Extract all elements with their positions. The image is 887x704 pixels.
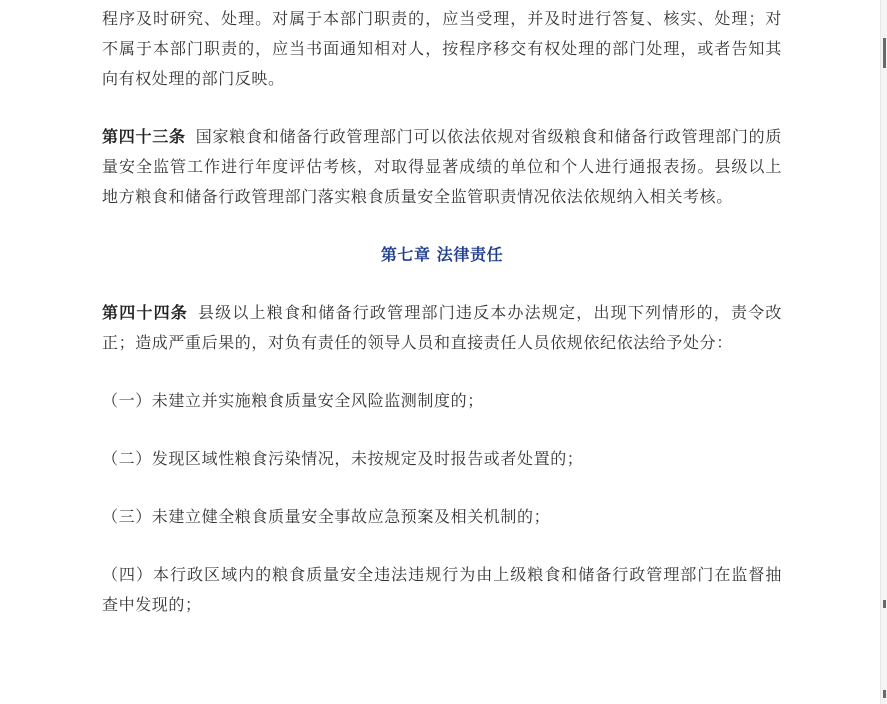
chapter-7-title: 第七章 法律责任 bbox=[380, 245, 504, 264]
article-43-number: 第四十三条 bbox=[102, 127, 186, 146]
scrollbar[interactable] bbox=[880, 0, 887, 704]
list-item-1: （一）未建立并实施粮食质量安全风险监测制度的； bbox=[102, 391, 484, 410]
paragraph-continuation: 程序及时研究、处理。对属于本部门职责的，应当受理，并及时进行答复、核实、处理；对不属于本部门职责的，应当书面通知相对人，按程序移交有权处理的部门处理，或者告知其向有权处理的部门反映。 bbox=[102, 9, 782, 88]
scrollbar-thumb[interactable] bbox=[883, 38, 886, 68]
article-44-text: 县级以上粮食和储备行政管理部门违反本办法规定，出现下列情形的，责令改正；造成严重后果的，对负有责任的领导人员和直接责任人员依规依纪依法给予处分： bbox=[102, 303, 782, 352]
article-43 bbox=[102, 122, 782, 212]
list-item-2: （二）发现区域性粮食污染情况，未按规定及时报告或者处置的； bbox=[102, 449, 584, 468]
list-item-3: （三）未建立健全粮食质量安全事故应急预案及相关机制的； bbox=[102, 507, 551, 526]
document-body bbox=[102, 4, 782, 620]
article-44-number: 第四十四条 bbox=[102, 303, 188, 322]
article-44 bbox=[102, 298, 782, 358]
scrollbar-marker bbox=[883, 690, 886, 698]
scrollbar-marker bbox=[883, 600, 886, 608]
list-item-4: （四）本行政区域内的粮食质量安全违法违规行为由上级粮食和储备行政管理部门在监督抽查中发现的； bbox=[102, 565, 782, 614]
article-43-text: 国家粮食和储备行政管理部门可以依法依规对省级粮食和储备行政管理部门的质量安全监管工作进行年度评估考核，对取得显著成绩的单位和个人进行通报表扬。县级以上地方粮食和储备行政管理部门落实粮食质量安全监管职责情况依法依规纳入相关考核。 bbox=[102, 127, 782, 206]
